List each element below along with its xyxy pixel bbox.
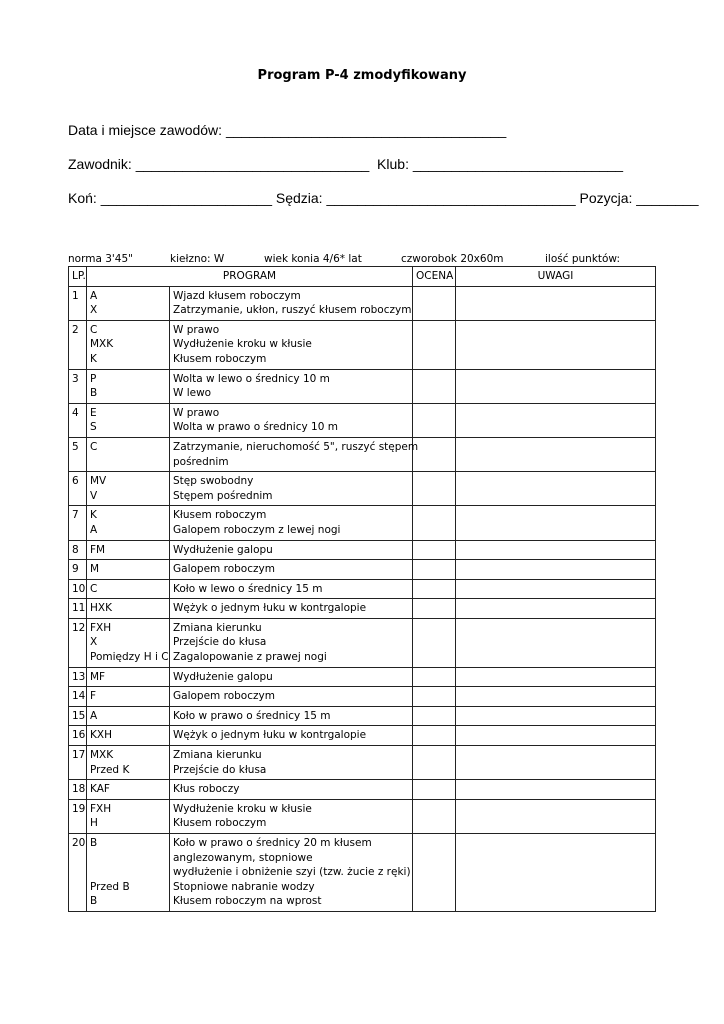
arena-letter: F <box>90 690 97 703</box>
program-line: Kłus roboczy <box>173 783 240 796</box>
remarks-cell[interactable] <box>456 369 656 403</box>
arena-letter <box>90 865 166 880</box>
program-line: Przejście do kłusa <box>173 763 267 776</box>
row-program <box>170 369 413 403</box>
row-number: 9 <box>69 560 87 580</box>
arena-letter: A <box>90 289 98 302</box>
remarks-cell[interactable] <box>456 599 656 619</box>
rider-club-field: Zawodnik: ______________________________ Klub: ___________________________ <box>68 156 624 172</box>
row-number: 19 <box>69 799 87 833</box>
score-cell[interactable] <box>413 286 456 320</box>
arena-letter: Przed K <box>90 763 130 776</box>
remarks-cell[interactable] <box>456 687 656 707</box>
header-program: PROGRAM <box>87 267 413 287</box>
program-line: Wężyk o jednym łuku w kontrgalopie <box>173 602 367 615</box>
table-row <box>69 618 656 667</box>
program-line: Zatrzymanie, nieruchomość 5", ruszyć stępem <box>173 440 419 453</box>
remarks-cell[interactable] <box>456 618 656 667</box>
row-letters <box>87 834 170 912</box>
row-number: 17 <box>69 746 87 780</box>
score-cell[interactable] <box>413 599 456 619</box>
program-line: Kłusem roboczym <box>173 352 267 365</box>
arena-letter: MV <box>90 475 107 488</box>
program-line: Zagalopowanie z prawej nogi <box>173 651 327 664</box>
table-row <box>69 706 656 726</box>
row-letters <box>87 706 170 726</box>
arena-letter: KXH <box>90 729 112 742</box>
table-row <box>69 369 656 403</box>
info-norma: norma 3'45" <box>68 253 133 265</box>
arena-letter: A <box>90 709 98 722</box>
row-program <box>170 506 413 540</box>
row-program <box>170 687 413 707</box>
info-czworobok: czworobok 20x60m <box>401 253 504 265</box>
remarks-cell[interactable] <box>456 286 656 320</box>
table-row <box>69 320 656 369</box>
row-letters <box>87 599 170 619</box>
row-program <box>170 834 413 912</box>
row-letters <box>87 618 170 667</box>
remarks-cell[interactable] <box>456 540 656 560</box>
score-cell[interactable] <box>413 320 456 369</box>
row-number: 8 <box>69 540 87 560</box>
competition-date-place-field: Data i miejsce zawodów: ____________________________________ <box>68 122 507 138</box>
arena-letter: B <box>90 837 98 849</box>
arena-letter: M <box>90 563 100 576</box>
info-punkty: ilość punktów: <box>545 253 620 265</box>
remarks-cell[interactable] <box>456 834 656 912</box>
row-program <box>170 667 413 687</box>
table-row <box>69 780 656 800</box>
arena-letter: K <box>90 509 97 522</box>
row-program <box>170 799 413 833</box>
remarks-cell[interactable] <box>456 437 656 471</box>
remarks-cell[interactable] <box>456 780 656 800</box>
arena-letter: MF <box>90 670 106 683</box>
row-number: 1 <box>69 286 87 320</box>
row-letters <box>87 687 170 707</box>
arena-letter: H <box>90 817 98 830</box>
program-line: Kłusem roboczym <box>173 817 267 830</box>
table-row <box>69 726 656 746</box>
row-number: 2 <box>69 320 87 369</box>
program-line: Stęp swobodny <box>173 475 254 488</box>
table-row <box>69 667 656 687</box>
program-line: Wydłużenie galopu <box>173 670 273 683</box>
row-letters <box>87 579 170 599</box>
score-cell[interactable] <box>413 506 456 540</box>
row-number: 13 <box>69 667 87 687</box>
score-cell[interactable] <box>413 369 456 403</box>
program-line: Galopem roboczym <box>173 563 275 576</box>
row-number: 10 <box>69 579 87 599</box>
header-lp: LP. <box>69 267 87 287</box>
program-line: wydłużenie i obniżenie szyi (tzw. żucie z ręki) <box>173 866 411 879</box>
program-line: Wydłużenie kroku w kłusie <box>173 338 312 351</box>
remarks-cell[interactable] <box>456 579 656 599</box>
score-cell[interactable] <box>413 726 456 746</box>
row-program <box>170 320 413 369</box>
row-number: 20 <box>69 834 87 912</box>
program-line: W lewo <box>173 387 212 400</box>
arena-letter: MXK <box>90 749 114 762</box>
score-cell[interactable] <box>413 834 456 912</box>
program-line: Przejście do kłusa <box>173 636 267 649</box>
program-line: Wydłużenie kroku w kłusie <box>173 802 312 815</box>
score-cell[interactable] <box>413 540 456 560</box>
row-letters <box>87 506 170 540</box>
row-number: 18 <box>69 780 87 800</box>
row-program <box>170 286 413 320</box>
table-row <box>69 506 656 540</box>
score-cell[interactable] <box>413 560 456 580</box>
row-number: 5 <box>69 437 87 471</box>
program-line: W prawo <box>173 406 220 419</box>
table-row <box>69 799 656 833</box>
row-number: 15 <box>69 706 87 726</box>
row-program <box>170 579 413 599</box>
arena-letter: P <box>90 372 97 385</box>
table-row <box>69 560 656 580</box>
header-uwagi: UWAGI <box>456 267 656 287</box>
row-letters <box>87 403 170 437</box>
row-program <box>170 472 413 506</box>
row-number: 3 <box>69 369 87 403</box>
program-line: Wydłużenie galopu <box>173 543 273 556</box>
program-line: Wężyk o jednym łuku w kontrgalopie <box>173 729 367 742</box>
row-number: 12 <box>69 618 87 667</box>
row-letters <box>87 780 170 800</box>
row-number: 14 <box>69 687 87 707</box>
arena-letter: V <box>90 489 98 502</box>
info-kielzno: kiełzno: W <box>170 253 225 265</box>
program-line: Koło w lewo o średnicy 15 m <box>173 582 323 595</box>
program-line: Koło w prawo o średnicy 20 m kłusem <box>173 837 372 849</box>
row-program <box>170 618 413 667</box>
arena-letter: A <box>90 523 98 536</box>
row-letters <box>87 540 170 560</box>
arena-letter: HXK <box>90 602 112 615</box>
arena-letter: B <box>90 387 98 400</box>
arena-letter <box>90 851 166 866</box>
remarks-cell[interactable] <box>456 403 656 437</box>
program-line: pośrednim <box>173 455 229 468</box>
arena-letter: Pomiędzy H i C <box>90 651 169 664</box>
row-number: 7 <box>69 506 87 540</box>
score-cell[interactable] <box>413 706 456 726</box>
program-line: Kłusem roboczym <box>173 509 267 522</box>
row-program <box>170 599 413 619</box>
row-letters <box>87 286 170 320</box>
row-letters <box>87 472 170 506</box>
program-line: Galopem roboczym z lewej nogi <box>173 523 341 536</box>
document-title: Program P-4 zmodyfikowany <box>257 68 467 83</box>
row-program <box>170 780 413 800</box>
arena-letter: FXH <box>90 621 112 634</box>
remarks-cell[interactable] <box>456 706 656 726</box>
arena-letter: K <box>90 352 97 365</box>
header-ocena: OCENA <box>413 267 456 287</box>
program-line: Kłusem roboczym na wprost <box>173 895 322 908</box>
horse-judge-position-field: Koń: ______________________ Sędzia: ________________________________ Pozycja: ________ <box>68 190 699 206</box>
program-line: Zmiana kierunku <box>173 621 262 634</box>
arena-letter: FXH <box>90 802 112 815</box>
remarks-cell[interactable] <box>456 726 656 746</box>
score-cell[interactable] <box>413 437 456 471</box>
program-table <box>68 266 656 912</box>
row-letters <box>87 320 170 369</box>
arena-letter: C <box>90 440 98 453</box>
row-program <box>170 403 413 437</box>
score-cell[interactable] <box>413 472 456 506</box>
table-row <box>69 472 656 506</box>
arena-letter: S <box>90 421 97 434</box>
table-row <box>69 403 656 437</box>
table-row <box>69 579 656 599</box>
arena-letter: Przed B <box>90 880 130 893</box>
row-number: 11 <box>69 599 87 619</box>
score-cell[interactable] <box>413 687 456 707</box>
row-number: 4 <box>69 403 87 437</box>
arena-letter: E <box>90 406 97 419</box>
table-row <box>69 437 656 471</box>
table-row <box>69 540 656 560</box>
row-program <box>170 706 413 726</box>
program-line: Stopniowe nabranie wodzy <box>173 880 315 893</box>
row-program <box>170 540 413 560</box>
program-line: Stępem pośrednim <box>173 489 273 502</box>
arena-letter: X <box>90 304 98 317</box>
program-line: Wolta w lewo o średnicy 10 m <box>173 372 330 385</box>
row-number: 6 <box>69 472 87 506</box>
row-program <box>170 437 419 471</box>
program-line: anglezowanym, stopniowe <box>173 851 313 864</box>
remarks-cell[interactable] <box>456 320 656 369</box>
remarks-cell[interactable] <box>456 746 656 780</box>
program-line: Wolta w prawo o średnicy 10 m <box>173 421 338 434</box>
score-cell[interactable] <box>413 403 456 437</box>
score-cell[interactable] <box>413 780 456 800</box>
table-row <box>69 286 656 320</box>
row-letters <box>87 369 170 403</box>
row-letters <box>87 560 170 580</box>
row-number: 16 <box>69 726 87 746</box>
program-line: Galopem roboczym <box>173 690 275 703</box>
remarks-cell[interactable] <box>456 560 656 580</box>
remarks-cell[interactable] <box>456 799 656 833</box>
program-line: Zmiana kierunku <box>173 749 262 762</box>
arena-letter: KAF <box>90 783 110 796</box>
arena-letter: B <box>90 895 98 908</box>
remarks-cell[interactable] <box>456 472 656 506</box>
row-letters <box>87 799 170 833</box>
table-header-row <box>69 267 656 287</box>
score-cell[interactable] <box>413 799 456 833</box>
program-line: Koło w prawo o średnicy 15 m <box>173 709 331 722</box>
program-line: W prawo <box>173 323 220 336</box>
row-program <box>170 560 413 580</box>
table-row <box>69 687 656 707</box>
score-cell[interactable] <box>413 579 456 599</box>
row-letters <box>87 667 170 687</box>
arena-letter: C <box>90 323 98 336</box>
program-line: Wjazd kłusem roboczym <box>173 289 301 302</box>
arena-letter: C <box>90 582 98 595</box>
table-row <box>69 599 656 619</box>
score-cell[interactable] <box>413 618 456 667</box>
info-wiek: wiek konia 4/6* lat <box>264 253 362 265</box>
score-cell[interactable] <box>413 667 456 687</box>
row-letters <box>87 726 170 746</box>
arena-letter: X <box>90 636 98 649</box>
arena-letter: FM <box>90 543 106 556</box>
score-cell[interactable] <box>413 746 456 780</box>
row-letters <box>87 746 170 780</box>
row-letters <box>87 437 170 471</box>
row-program <box>170 746 413 780</box>
table-row <box>69 834 656 912</box>
table-row <box>69 746 656 780</box>
remarks-cell[interactable] <box>456 506 656 540</box>
remarks-cell[interactable] <box>456 667 656 687</box>
program-line: Zatrzymanie, ukłon, ruszyć kłusem roboczym <box>173 304 412 317</box>
arena-letter: MXK <box>90 338 114 351</box>
row-program <box>170 726 413 746</box>
